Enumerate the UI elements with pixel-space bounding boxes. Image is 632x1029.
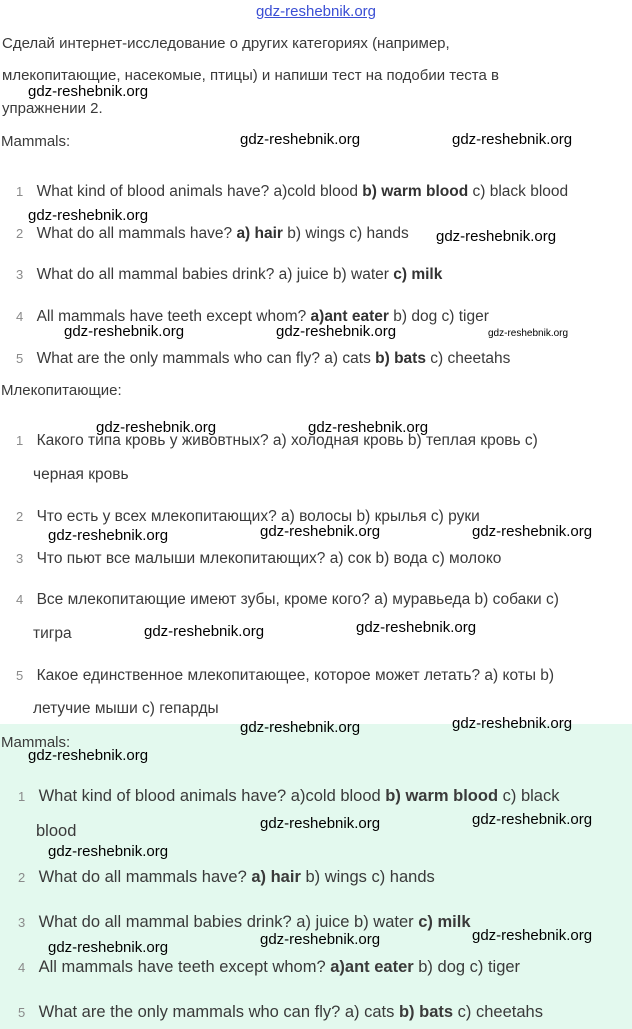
item-number: 4	[16, 309, 24, 324]
watermark: gdz-reshebnik.org	[356, 619, 477, 636]
question-text: What kind of blood animals have? a)cold blood	[36, 183, 363, 200]
intro-line-1: Сделай интернет-исследование о других категориях (например,	[2, 35, 450, 52]
question-options: c) cheetahs	[453, 1003, 543, 1021]
question-text: Какое единственное млекопитающее, которое может летать? a) коты b)	[36, 667, 555, 684]
question-options: c) black blood	[468, 183, 569, 200]
correct-answer: a) hair	[251, 868, 301, 886]
item-number: 5	[16, 351, 24, 366]
section3-item-3	[18, 913, 471, 932]
item-number: 5	[18, 1005, 26, 1020]
item-number: 2	[16, 226, 24, 241]
question-text: All mammals have teeth except whom?	[36, 308, 311, 325]
watermark: gdz-reshebnik.org	[28, 747, 149, 764]
item-number: 3	[16, 267, 24, 282]
question-text: What do all mammal babies drink? a) juice b) water	[38, 913, 419, 931]
watermark: gdz-reshebnik.org	[472, 523, 593, 540]
correct-answer: a) hair	[236, 225, 283, 242]
correct-answer: b) bats	[398, 1003, 454, 1021]
section2-item-4	[16, 591, 559, 609]
watermark: gdz-reshebnik.org	[452, 715, 573, 732]
section3-heading: Mammals:	[1, 734, 71, 751]
item-number: 2	[16, 509, 24, 524]
question-text: What kind of blood animals have? a)cold blood	[38, 787, 386, 805]
question-text: What do all mammals have?	[36, 225, 237, 242]
watermark: gdz-reshebnik.org	[28, 207, 149, 224]
question-options: c) black	[498, 787, 560, 805]
correct-answer: c) milk	[418, 913, 471, 931]
watermark: gdz-reshebnik.org	[48, 527, 169, 544]
section2-item-5	[16, 667, 554, 685]
watermark: gdz-reshebnik.org	[28, 83, 149, 100]
correct-answer: b) warm blood	[362, 183, 469, 200]
question-text: Какого типа кровь у живовтных? a) холодная кровь b) теплая кровь c)	[36, 432, 538, 449]
item-number: 1	[18, 789, 26, 804]
section2-item-1	[16, 432, 538, 450]
section1-item-5	[16, 350, 510, 368]
section2-item-3	[16, 550, 501, 568]
watermark: gdz-reshebnik.org	[48, 843, 169, 860]
watermark: gdz-reshebnik.org	[48, 939, 169, 956]
watermark: gdz-reshebnik.org	[472, 811, 593, 828]
correct-answer: a)ant eater	[330, 958, 414, 976]
item-number: 1	[16, 433, 24, 448]
section3-item-5	[18, 1003, 543, 1022]
question-options: b) dog c) tiger	[413, 958, 521, 976]
item-number: 2	[18, 870, 26, 885]
section1-item-3	[16, 266, 442, 284]
correct-answer: a)ant eater	[310, 308, 389, 325]
item-number: 3	[18, 915, 26, 930]
watermark: gdz-reshebnik.org	[452, 131, 573, 148]
item-number: 1	[16, 184, 24, 199]
question-text-cont: летучие мыши c) гепарды	[33, 700, 219, 717]
section1-item-2	[16, 225, 409, 243]
item-number: 4	[16, 592, 24, 607]
question-text: What do all mammals have?	[38, 868, 252, 886]
item-number: 3	[16, 551, 24, 566]
correct-answer: b) warm blood	[385, 787, 499, 805]
question-text: Что есть у всех млекопитающих? a) волосы b) крылья c) руки	[36, 508, 480, 525]
question-text: What are the only mammals who can fly? a) cats	[36, 350, 376, 367]
question-options: c) cheetahs	[425, 350, 511, 367]
watermark: gdz-reshebnik.org	[472, 927, 593, 944]
section3-item-4	[18, 958, 520, 977]
question-text-cont: blood	[36, 822, 77, 840]
watermark: gdz-reshebnik.org	[488, 328, 569, 339]
site-link[interactable]: gdz-reshebnik.org	[255, 3, 377, 20]
intro-line-3: упражнении 2.	[2, 100, 103, 117]
watermark: gdz-reshebnik.org	[260, 931, 381, 948]
watermark: gdz-reshebnik.org	[260, 523, 381, 540]
watermark: gdz-reshebnik.org	[308, 419, 429, 436]
watermark: gdz-reshebnik.org	[144, 623, 265, 640]
watermark: gdz-reshebnik.org	[240, 131, 361, 148]
section3-item-1	[18, 787, 559, 806]
question-options: b) wings c) hands	[300, 868, 435, 886]
watermark: gdz-reshebnik.org	[260, 815, 381, 832]
question-text: What do all mammal babies drink? a) juice b) water	[36, 266, 394, 283]
section1-item-1	[16, 183, 568, 201]
question-text-cont: тигра	[33, 625, 72, 642]
question-text: What are the only mammals who can fly? a) cats	[38, 1003, 399, 1021]
correct-answer: b) bats	[375, 350, 426, 367]
watermark: gdz-reshebnik.org	[96, 419, 217, 436]
question-text: Все млекопитающие имеют зубы, кроме кого? a) муравьеда b) собаки c)	[36, 591, 559, 608]
item-number: 5	[16, 668, 24, 683]
item-number: 4	[18, 960, 26, 975]
watermark: gdz-reshebnik.org	[240, 719, 361, 736]
watermark: gdz-reshebnik.org	[64, 323, 185, 340]
question-options: b) wings c) hands	[282, 225, 409, 242]
intro-line-2: млекопитающие, насекомые, птицы) и напиши тест на подобии теста в	[2, 67, 499, 84]
question-options: b) dog c) tiger	[388, 308, 489, 325]
section1-heading: Mammals:	[1, 133, 71, 150]
question-text: All mammals have teeth except whom?	[38, 958, 331, 976]
section3-item-2	[18, 868, 435, 887]
correct-answer: c) milk	[393, 266, 443, 283]
watermark: gdz-reshebnik.org	[436, 228, 557, 245]
watermark: gdz-reshebnik.org	[276, 323, 397, 340]
question-text-cont: черная кровь	[33, 466, 129, 483]
section2-item-2	[16, 508, 480, 526]
section2-heading: Млекопитающие:	[1, 382, 122, 399]
question-text: Что пьют все малыши млекопитающих? a) сок b) вода c) молоко	[36, 550, 502, 567]
